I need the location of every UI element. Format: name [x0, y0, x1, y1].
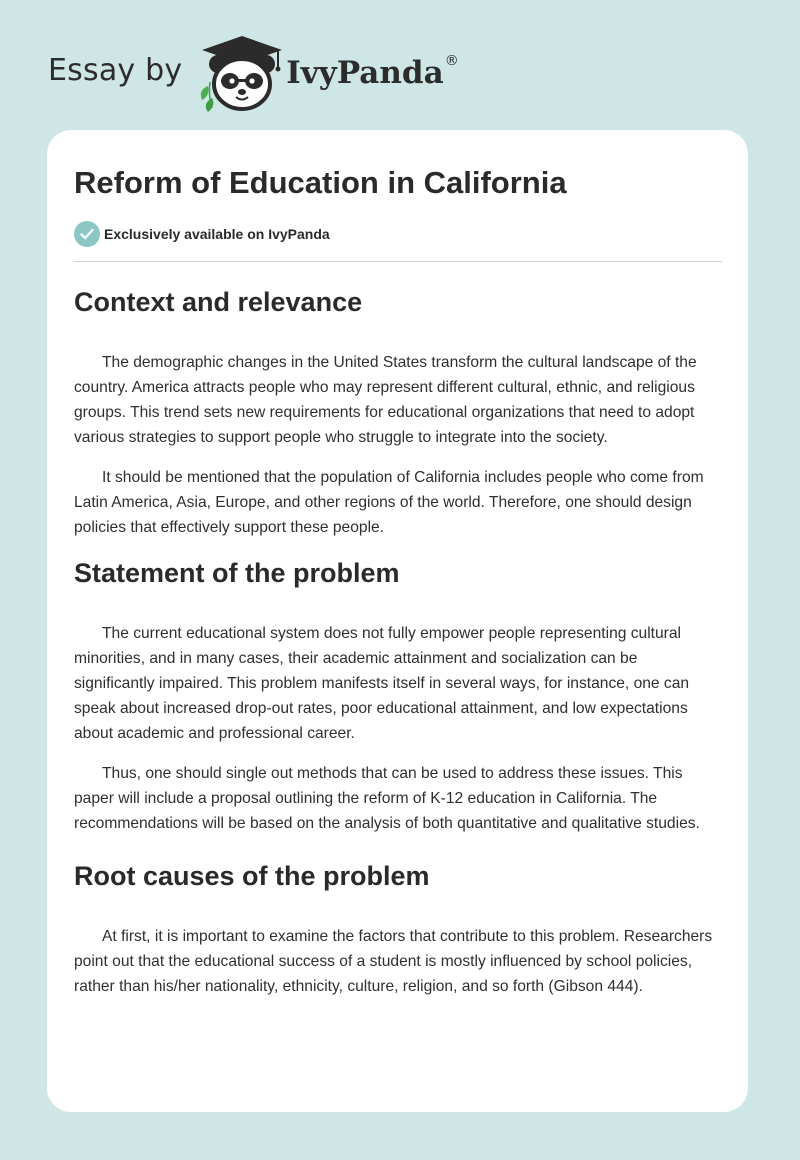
section-root-causes [74, 858, 722, 999]
registered-mark: ® [444, 53, 459, 69]
essay-card [47, 130, 748, 1112]
paragraph: The demographic changes in the United States transform the cultural landscape of the country. America attracts people who may represent different cultural, ethnic, and religious groups. This trend sets new requirements for educational organizations that need to adopt various strategies to support people who struggle to integrate into the society. [74, 354, 697, 446]
brand-name[interactable]: IvyPanda® [286, 53, 459, 91]
essay-by-label: Essay by [48, 52, 183, 88]
paragraph: At first, it is important to examine the factors that contribute to this problem. Researchers point out that the educational success of a student is mostly influenced by school policies, rather than his/her nationality, ethnicity, culture, religion, and so forth (Gibson 444). [74, 928, 713, 995]
exclusive-badge-label: Exclusively available on IvyPanda [104, 226, 330, 242]
essay-body [74, 284, 722, 1014]
section-heading: Root causes of the problem [74, 861, 430, 891]
paragraph: Thus, one should single out methods that can be used to address these issues. This paper will include a proposal outlining the reform of K-12 education in California. The recommendations will be based on the analysis of both quantitative and qualitative studies. [74, 765, 700, 832]
section-context [74, 284, 722, 540]
section-heading: Context and relevance [74, 287, 363, 317]
title-divider [74, 261, 722, 262]
essay-title: Reform of Education in California [74, 165, 567, 200]
section-problem-statement [74, 555, 722, 836]
exclusive-badge [74, 221, 330, 247]
section-heading: Statement of the problem [74, 558, 400, 588]
paragraph: The current educational system does not fully empower people representing cultural minorities, and in many cases, their academic attainment and socialization can be significantly impaired. This problem manifests itself in several ways, for instance, one can speak about increased drop-out rates, poor educational attainment, and low expectations about academic and professional career. [74, 625, 690, 742]
check-icon [74, 221, 100, 247]
paragraph: It should be mentioned that the population of California includes people who come from Latin America, Asia, Europe, and other regions of the world. Therefore, one should design policies that effectively support these people. [74, 469, 704, 536]
panda-logo-icon[interactable] [194, 34, 290, 114]
site-header [48, 34, 459, 114]
